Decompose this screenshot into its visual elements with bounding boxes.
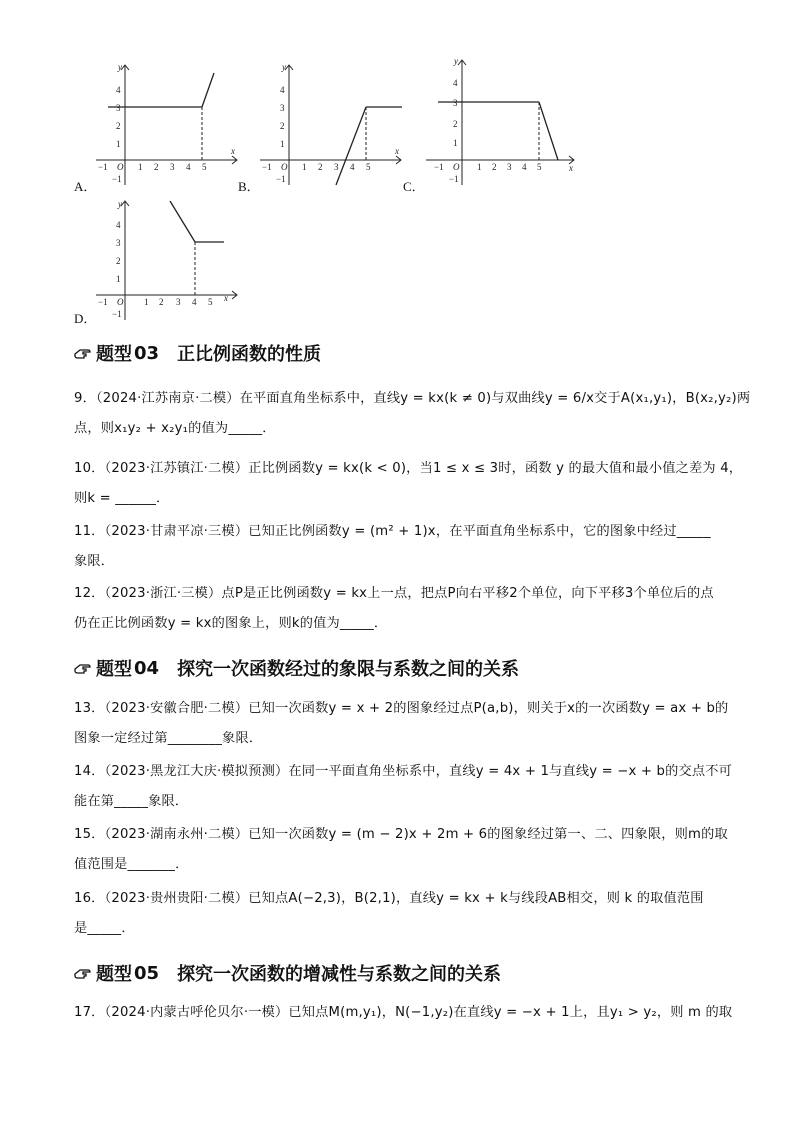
- tick-x: 1: [144, 297, 149, 307]
- section-title: 探究一次函数的增减性与系数之间的关系: [177, 964, 502, 985]
- question-11: [74, 517, 724, 577]
- question-9: [74, 384, 751, 444]
- section-heading-04: [74, 655, 519, 681]
- tick-x: 5: [366, 162, 371, 172]
- section-title: 探究一次函数经过的象限与系数之间的关系: [177, 659, 520, 680]
- tick-y: 1: [280, 139, 285, 149]
- y-axis-label: y: [118, 62, 122, 72]
- tick-x: 3: [170, 162, 175, 172]
- tick-neg1: −1: [98, 162, 108, 172]
- section-prefix: 题型: [96, 659, 132, 680]
- section-heading-05: [74, 960, 501, 986]
- tick-x: 3: [176, 297, 181, 307]
- question-line: 15．（2023·湖南永州·二模）已知一次函数y = (m − 2)x + 2m + 6的图象经过第一、二、四象限，则m的取: [74, 827, 728, 842]
- tick-x: 2: [159, 297, 164, 307]
- question-14: [74, 757, 733, 817]
- question-line: 图象一定经过第________象限．: [74, 731, 263, 746]
- tick-x: 1: [302, 162, 307, 172]
- tick-neg1: −1: [434, 162, 444, 172]
- graph-a: [92, 55, 242, 190]
- tick-neg1-y: −1: [112, 309, 122, 319]
- option-d-label: D．: [74, 311, 97, 326]
- section-prefix: 题型: [96, 344, 132, 365]
- section-heading-03: [74, 340, 321, 366]
- section-number: 04: [134, 657, 160, 679]
- question-10: [74, 454, 743, 514]
- question-line: 象限．: [74, 554, 115, 569]
- tick-y: 2: [116, 256, 121, 266]
- question-line: 值范围是_______．: [74, 857, 189, 872]
- tick-x: 4: [192, 297, 197, 307]
- x-axis-label: x: [231, 146, 235, 156]
- tick-x: 5: [202, 162, 207, 172]
- tick-y: 4: [116, 220, 121, 230]
- tick-x: 4: [350, 162, 355, 172]
- origin-label: O: [453, 162, 460, 172]
- graph-d: [92, 195, 242, 325]
- tick-y: 4: [280, 85, 285, 95]
- graph-c: [422, 50, 582, 190]
- tick-neg1: −1: [98, 297, 108, 307]
- question-line: 14．（2023·黑龙江大庆·模拟预测）在同一平面直角坐标系中，直线y = 4x + 1与直线y = −x + b的交点不可: [74, 764, 733, 779]
- section-number: 05: [134, 962, 160, 984]
- x-axis-label: x: [395, 146, 399, 156]
- question-line: 10．（2023·江苏镇江·二模）正比例函数y = kx(k < 0)，当1 ≤ x ≤ 3时，函数 y 的最大值和最小值之差为 4，: [74, 461, 743, 476]
- tick-y: 4: [116, 85, 121, 95]
- tick-x: 2: [492, 162, 497, 172]
- tick-y: 2: [116, 121, 121, 131]
- question-line: 能在第_____象限．: [74, 794, 189, 809]
- tick-x: 3: [334, 162, 339, 172]
- tick-x: 4: [522, 162, 527, 172]
- tick-y: 1: [453, 138, 458, 148]
- tick-y: 2: [280, 121, 285, 131]
- graph-b: [256, 55, 406, 190]
- tick-y: 3: [116, 238, 121, 248]
- question-line: 9．（2024·江苏南京·二模）在平面直角坐标系中，直线y = kx(k ≠ 0)与双曲线y = 6/x交于A(x₁,y₁)，B(x₂,y₂)两: [74, 391, 751, 406]
- tick-x: 1: [138, 162, 143, 172]
- question-line: 16．（2023·贵州贵阳·二模）已知点A(−2,3)，B(2,1)，直线y = kx + k与线段AB相交，则 k 的取值范围: [74, 891, 704, 906]
- pointing-hand-icon: [74, 966, 92, 980]
- tick-y: 1: [116, 139, 121, 149]
- tick-x: 5: [208, 297, 213, 307]
- origin-label: O: [117, 162, 124, 172]
- tick-x: 4: [186, 162, 191, 172]
- question-line: 12．（2023·浙江·三模）点P是正比例函数y = kx上一点，把点P向右平移2个单位，向下平移3个单位后的点: [74, 586, 714, 601]
- question-15: [74, 820, 728, 880]
- question-12: [74, 579, 724, 639]
- tick-x: 2: [318, 162, 323, 172]
- tick-y: 4: [453, 78, 458, 88]
- tick-neg1-y: −1: [449, 174, 459, 184]
- tick-neg1-y: −1: [112, 174, 122, 184]
- tick-x: 5: [537, 162, 542, 172]
- option-a-label: A．: [74, 179, 97, 194]
- tick-x: 2: [154, 162, 159, 172]
- question-13: [74, 694, 729, 754]
- question-16: [74, 884, 724, 944]
- pointing-hand-icon: [74, 346, 92, 360]
- option-b-label: B．: [238, 179, 260, 194]
- question-line: 17．（2024·内蒙古呼伦贝尔·一模）已知点M(m,y₁)，N(−1,y₂)在直线y = −x + 1上，且y₁ > y₂，则 m 的取: [74, 1005, 733, 1020]
- tick-neg1-y: −1: [276, 174, 286, 184]
- section-number: 03: [134, 342, 160, 364]
- y-axis-label: y: [282, 62, 286, 72]
- tick-y: 3: [453, 98, 458, 108]
- question-line: 13．（2023·安徽合肥·二模）已知一次函数y = x + 2的图象经过点P(a,b)，则关于x的一次函数y = ax + b的: [74, 701, 729, 716]
- section-prefix: 题型: [96, 964, 132, 985]
- x-axis-label: x: [224, 293, 228, 303]
- tick-neg1: −1: [262, 162, 272, 172]
- tick-y: 3: [280, 103, 285, 113]
- y-axis-label: y: [454, 56, 458, 66]
- tick-y: 3: [116, 103, 121, 113]
- tick-y: 2: [453, 119, 458, 129]
- origin-label: O: [117, 297, 124, 307]
- question-17: [74, 998, 733, 1028]
- question-line: 是_____．: [74, 921, 135, 936]
- tick-x: 3: [507, 162, 512, 172]
- question-line: 点，则x₁y₂ + x₂y₁的值为_____．: [74, 421, 276, 436]
- pointing-hand-icon: [74, 661, 92, 675]
- question-line: 仍在正比例函数y = kx的图象上，则k的值为_____．: [74, 616, 388, 631]
- origin-label: O: [281, 162, 288, 172]
- question-line: 11．（2023·甘肃平凉·三模）已知正比例函数y = (m² + 1)x，在平面直角坐标系中，它的图象中经过_____: [74, 524, 711, 539]
- tick-x: 1: [477, 162, 482, 172]
- question-line: 则k = ______．: [74, 491, 170, 506]
- y-axis-label: y: [118, 199, 122, 209]
- x-axis-label: x: [569, 163, 573, 173]
- option-c-label: C．: [403, 179, 425, 194]
- tick-y: 1: [116, 274, 121, 284]
- section-title: 正比例函数的性质: [177, 344, 322, 365]
